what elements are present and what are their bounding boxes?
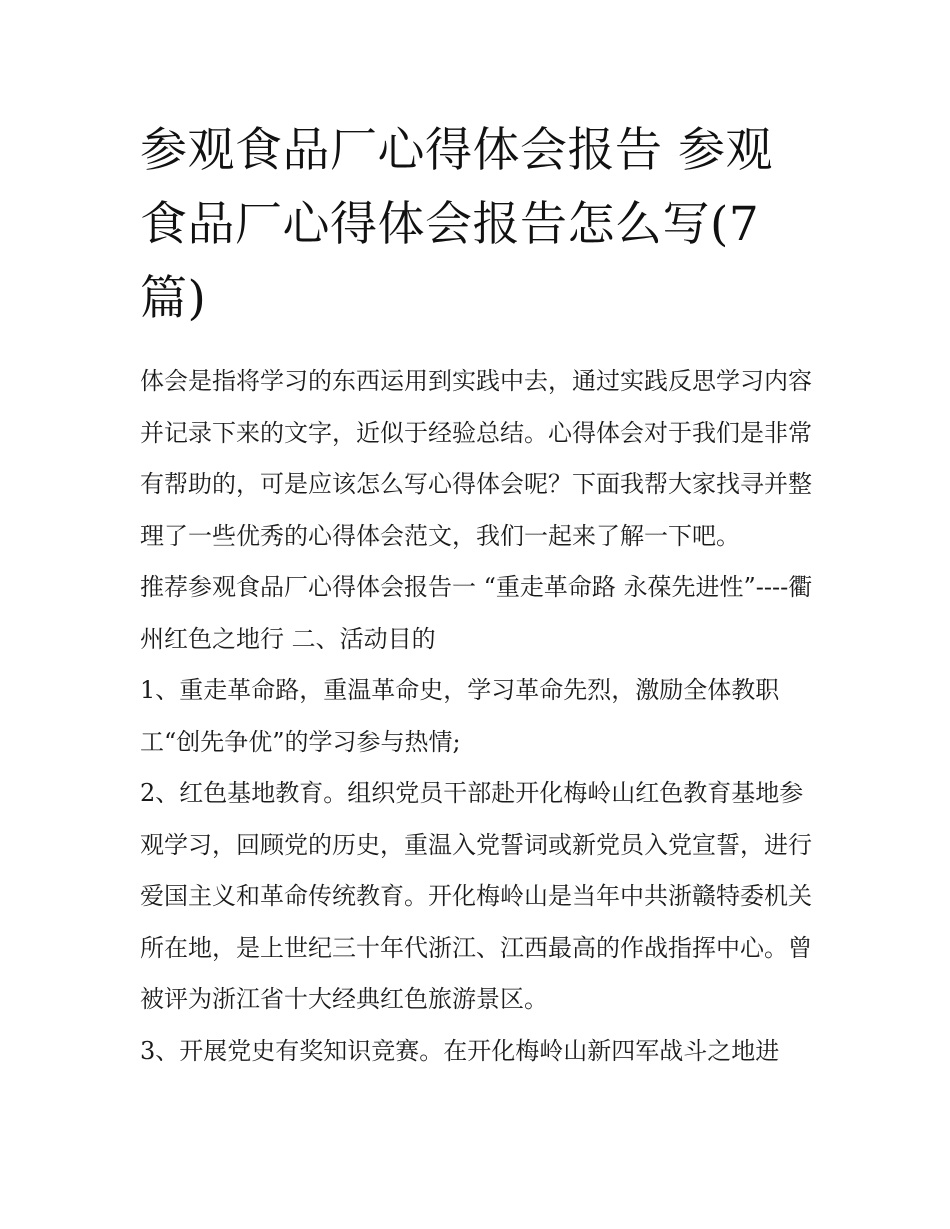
document-page [140, 114, 820, 1077]
paragraph-item-3: 3、开展党史有奖知识竞赛。在开化梅岭山新四军战斗之地进 [140, 1036, 780, 1065]
paragraph-recommendation: 推荐参观食品厂心得体会报告一 “重走革命路 永葆先进性”----衢州红色之地行 二、活动目的 [140, 573, 813, 653]
paragraph-intro: 体会是指将学习的东西运用到实践中去，通过实践反思学习内容并记录下来的文字，近似于经验总结。心得体会对于我们是非常有帮助的，可是应该怎么写心得体会呢？下面我帮大家找寻并整理了一些优秀的心得体会范文，我们一起来了解一下吧。 [140, 367, 812, 550]
document-body [140, 356, 820, 1077]
paragraph-item-1: 1、重走革命路，重温革命史，学习革命先烈，激励全体教职工“创先争优”的学习参与热情; [140, 676, 780, 756]
document-title: 参观食品厂心得体会报告 参观食品厂心得体会报告怎么写(7篇) [140, 123, 773, 326]
paragraph-item-2: 2、红色基地教育。组织党员干部赴开化梅岭山红色教育基地参观学习，回顾党的历史，重温入党誓词或新党员入党宣誓，进行爱国主义和革命传统教育。开化梅岭山是当年中共浙赣特委机关所在地，是上世纪三十年代浙江、江西最高的作战指挥中心。曾被评为浙江省十大经典红色旅游景区。 [140, 779, 812, 1013]
